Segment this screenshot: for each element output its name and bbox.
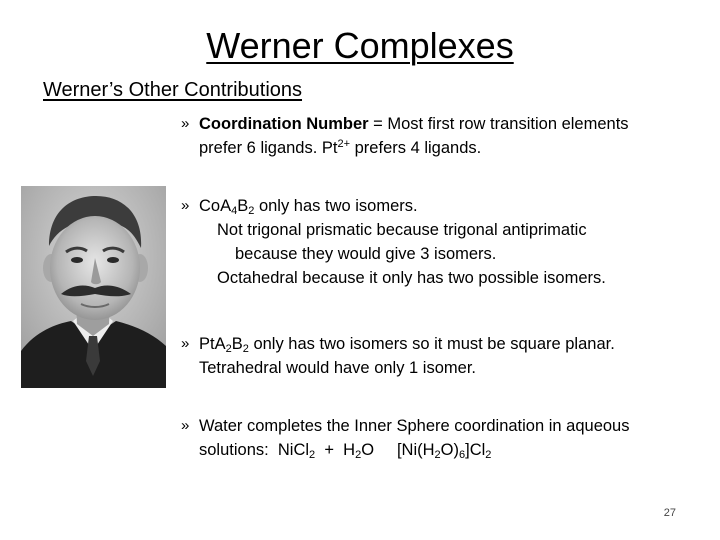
bullet-line: Coordination Number = Most first row transition elements [199, 115, 629, 133]
sub-point-continuation: because they would give 3 isomers. [235, 245, 497, 263]
sub-point: Octahedral because it only has two possible isomers. [217, 269, 606, 287]
bullet-line: $PtA_2B_2$ only has two isomers so it must be square planar. [199, 335, 615, 355]
reaction-equation: solutions: NiCl$_2$ + $H_2O$ $[Ni(H_2O)_6]Cl_2$ [199, 441, 492, 461]
page-number: 27 [663, 507, 676, 519]
bullet-line: Tetrahedral would have only 1 isomer. [199, 359, 476, 377]
bullet-line: $CoA_4B_2$ only has two isomers. [199, 197, 418, 217]
portrait-illustration [21, 186, 166, 388]
bullet-marker: » [181, 335, 190, 352]
bullet-line: prefer 6 ligands. $Pt^{2+}$ prefers 4 ligands. [199, 138, 482, 157]
bullet-marker: » [181, 417, 190, 434]
bullet-line: Water completes the Inner Sphere coordination in aqueous [199, 417, 630, 435]
bold-term: Coordination Number [199, 115, 369, 133]
portrait-photo [21, 186, 166, 388]
slide-subtitle: Werner’s Other Contributions [43, 79, 303, 101]
sub-point: Not trigonal prismatic because trigonal antiprimatic [217, 221, 587, 239]
bullet-marker: » [181, 115, 190, 132]
slide-title: Werner Complexes [206, 25, 514, 66]
bullet-marker: » [181, 197, 190, 214]
